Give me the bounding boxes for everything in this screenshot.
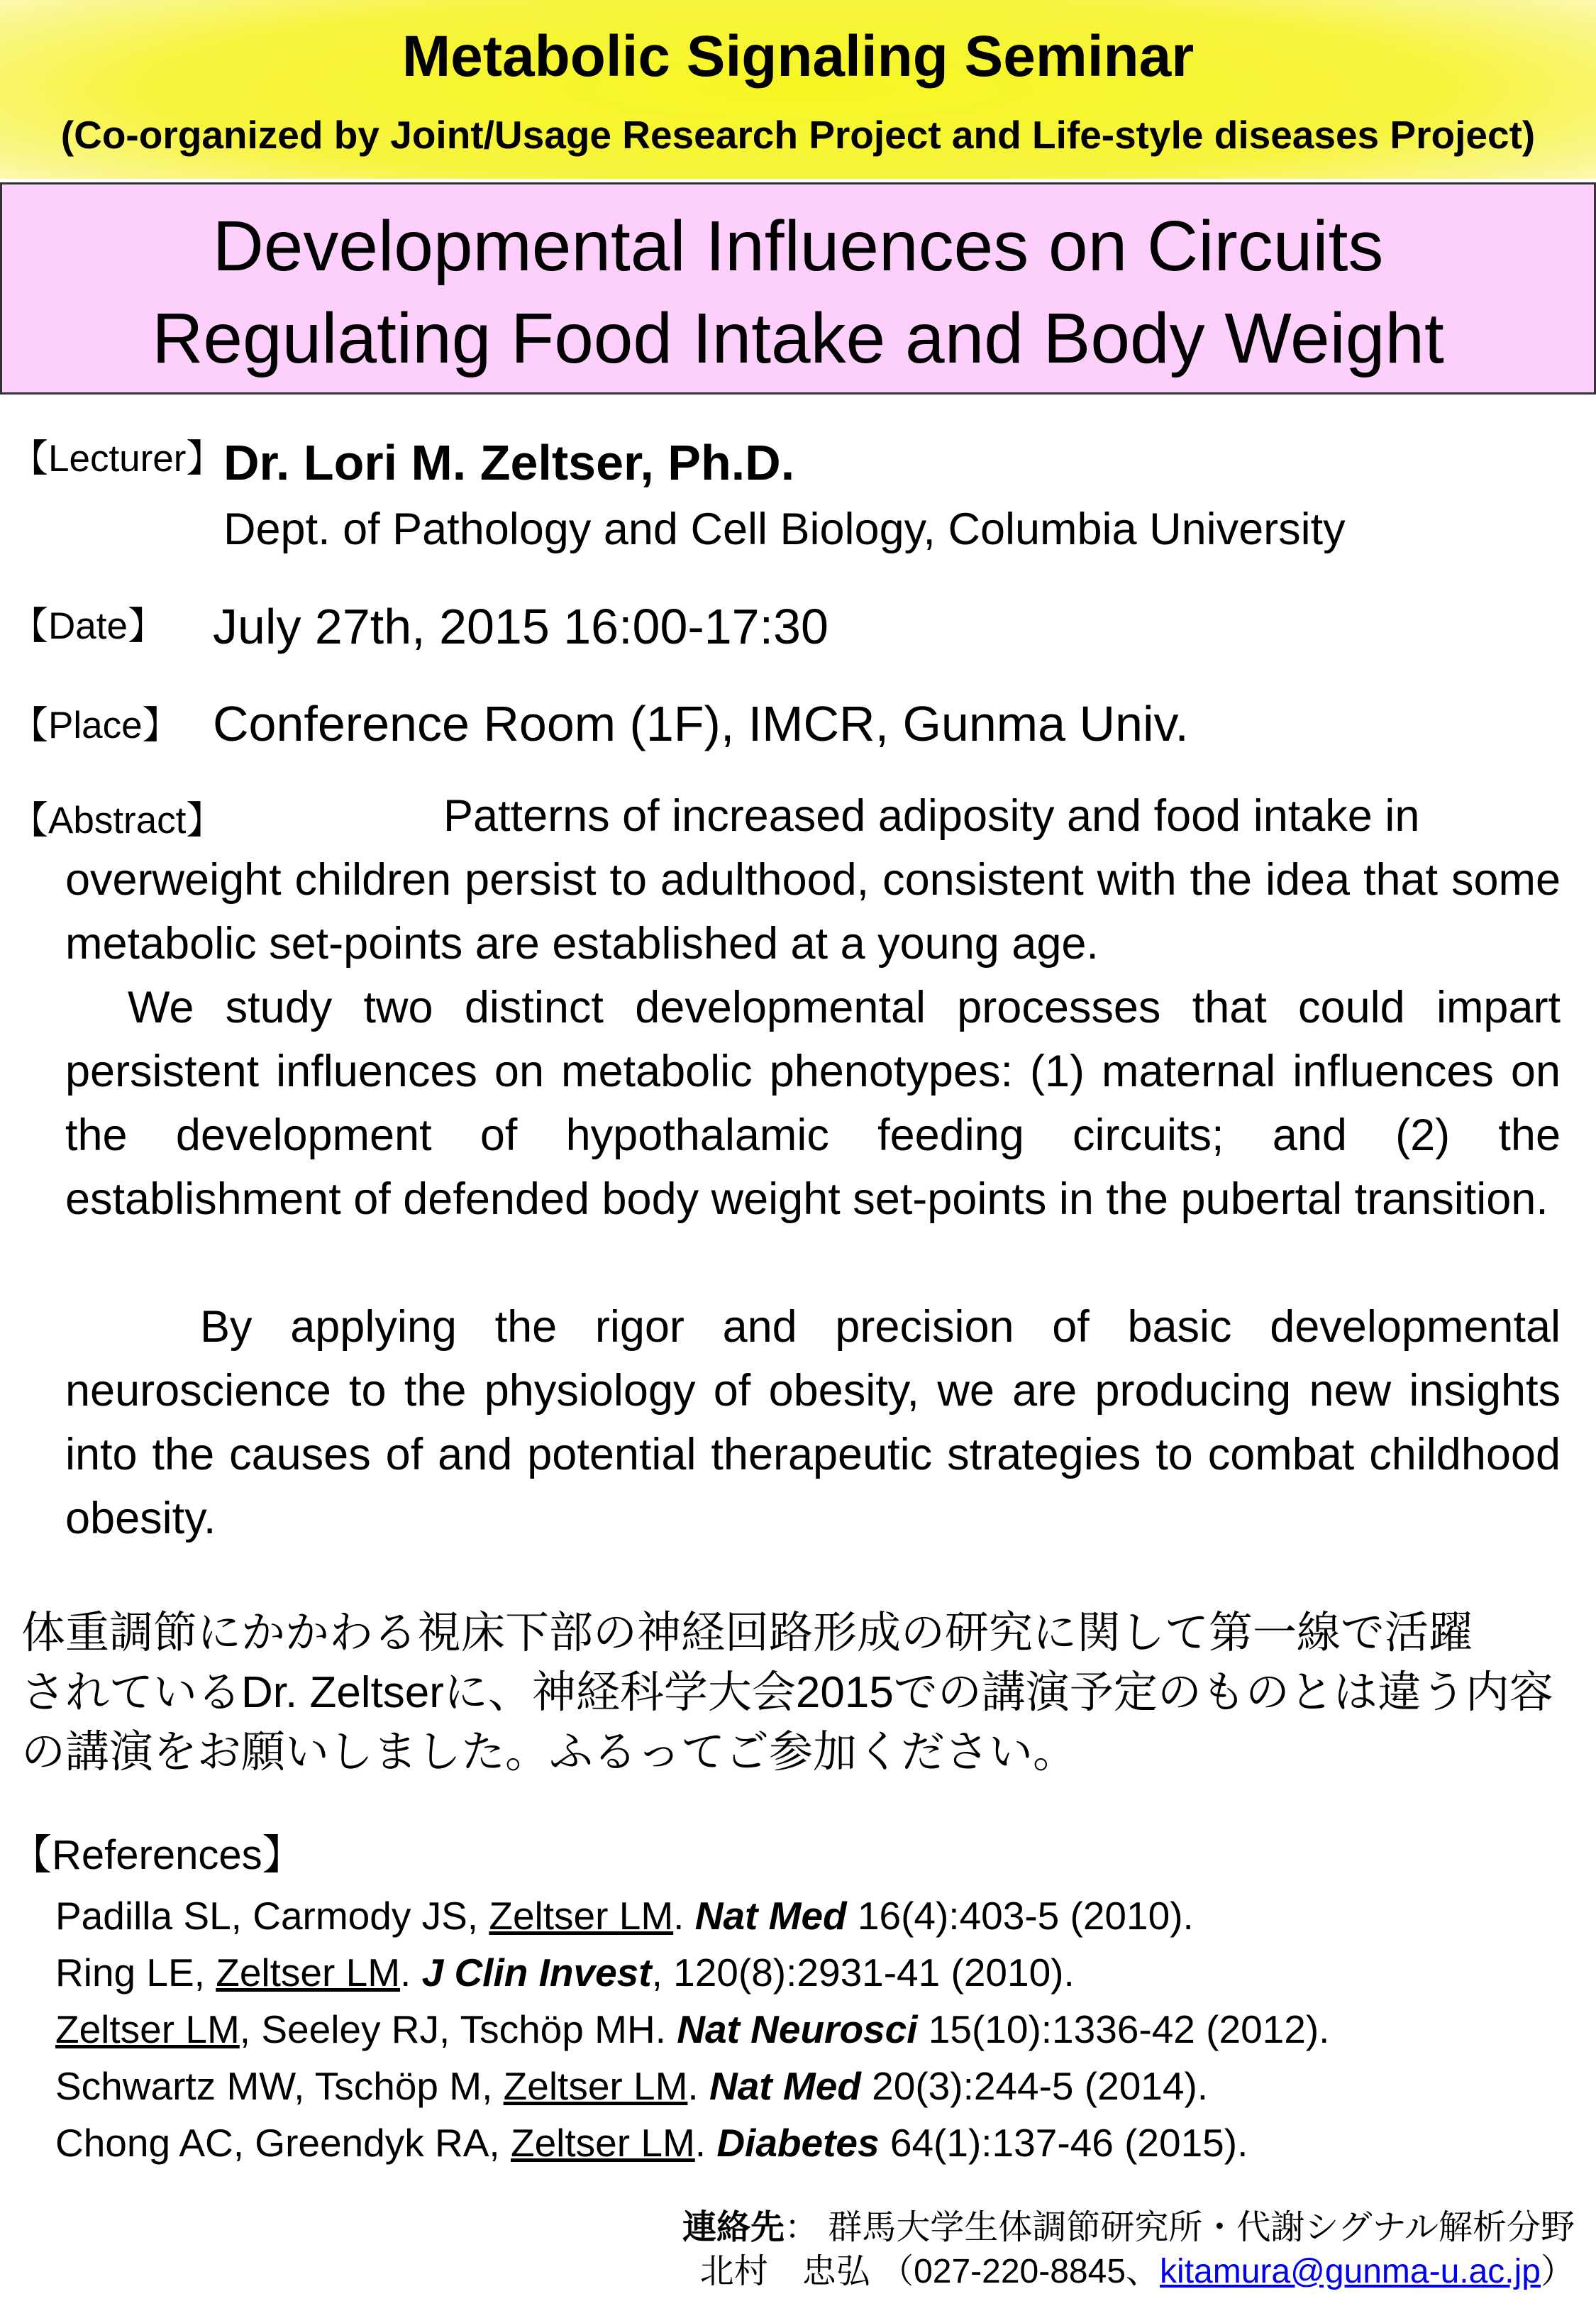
reference-highlight-author: Zeltser LM	[510, 2121, 695, 2165]
lecturer-name: Dr. Lori M. Zeltser, Ph.D.	[223, 435, 795, 490]
place-value: Conference Room (1F), IMCR, Gunma Univ.	[213, 696, 1189, 751]
japanese-note-line-2: されているDr. Zeltserに、神経科学大会2015での講演予定のものとは違う内容	[21, 1668, 1553, 1717]
reference-highlight-author: Zeltser LM	[216, 1951, 401, 1995]
reference-authors-rest: .	[694, 2121, 717, 2165]
reference-item	[55, 1944, 1075, 2001]
reference-citation: , 120(8):2931-41 (2010).	[651, 1951, 1075, 1995]
contact-person: 北村 忠弘	[699, 2253, 870, 2290]
reference-journal: J Clin Invest	[421, 1951, 652, 1995]
reference-citation: 20(3):244-5 (2014).	[860, 2064, 1209, 2108]
contact-line-1	[682, 2207, 1575, 2249]
seminar-title: Metabolic Signaling Seminar	[401, 24, 1195, 89]
reference-citation: 16(4):403-5 (2010).	[846, 1894, 1194, 1938]
talk-title-line-2: Regulating Food Intake and Body Weight	[152, 299, 1444, 378]
abstract-paragraph-3: By applying the rigor and precision of basic developmental neuroscience to the physiology of obesity, we are producing new insights into the causes of and potential therapeutic strategies to combat childhood obesity.	[65, 1302, 1561, 1543]
date-label: 【Date】	[11, 605, 165, 647]
abstract-paragraph-2: We study two distinct developmental processes that could impart persistent influences on metabolic phenotypes: (1) maternal influences on the development of hypothalamic feeding circuits; and (2) the establishment of defended body weight set-points in the pubertal transition.	[65, 983, 1561, 1224]
place-label: 【Place】	[11, 705, 180, 746]
reference-highlight-author: Zeltser LM	[503, 2064, 688, 2108]
contact-phone: （027-220-8845、	[880, 2253, 1160, 2290]
date-value: July 27th, 2015 16:00-17:30	[213, 599, 829, 654]
reference-journal: Diabetes	[716, 2121, 880, 2165]
reference-authors-rest: .	[687, 2064, 709, 2108]
reference-item	[55, 1887, 1194, 1944]
japanese-note-line-3: の講演をお願いしました。ふるってご参加ください。	[21, 1728, 1077, 1777]
abstract-paragraph-1: overweight children persist to adulthood, consistent with the idea that some metabolic set-points are established at a young age.	[65, 855, 1561, 969]
talk-title-line-1: Developmental Influences on Circuits	[212, 206, 1384, 286]
reference-authors-rest: , Seeley RJ, Tschöp MH.	[239, 2007, 677, 2051]
reference-journal: Nat Neurosci	[677, 2007, 918, 2051]
contact-separator: ：	[784, 2209, 819, 2246]
reference-authors: Padilla SL, Carmody JS,	[55, 1894, 489, 1938]
reference-authors-rest: .	[673, 1894, 695, 1938]
reference-item	[55, 2058, 1208, 2114]
contact-organization: 群馬大学生体調節研究所・代謝シグナル解析分野	[828, 2209, 1575, 2246]
contact-label: 連絡先	[682, 2209, 785, 2246]
abstract-label: 【Abstract】	[11, 800, 224, 842]
contact-line-2	[700, 2251, 1575, 2293]
reference-highlight-author: Zeltser LM	[55, 2007, 240, 2051]
reference-highlight-author: Zeltser LM	[489, 1894, 674, 1938]
reference-authors-rest: .	[400, 1951, 422, 1995]
contact-suffix: ）	[1540, 2253, 1575, 2290]
reference-item	[55, 2114, 1248, 2171]
reference-authors: Chong AC, Greendyk RA,	[55, 2121, 511, 2165]
japanese-note-line-1: 体重調節にかかわる視床下部の神経回路形成の研究に関して第一線で活躍	[21, 1609, 1473, 1657]
reference-citation: 64(1):137-46 (2015).	[879, 2121, 1248, 2165]
reference-journal: Nat Med	[694, 1894, 847, 1938]
reference-citation: 15(10):1336-42 (2012).	[917, 2007, 1330, 2051]
seminar-subtitle: (Co-organized by Joint/Usage Research Project and Life-style diseases Project)	[60, 113, 1536, 157]
references-label: 【References】	[11, 1832, 304, 1878]
seminar-header	[0, 0, 1596, 179]
talk-title-box	[0, 182, 1596, 395]
reference-journal: Nat Med	[709, 2064, 861, 2108]
reference-authors: Schwartz MW, Tschöp M,	[55, 2064, 504, 2108]
lecturer-affiliation: Dept. of Pathology and Cell Biology, Columbia University	[223, 504, 1346, 554]
reference-item	[55, 2001, 1329, 2058]
lecturer-label: 【Lecturer】	[11, 438, 224, 480]
abstract-lead: Patterns of increased adiposity and food intake in	[443, 791, 1420, 841]
reference-authors: Ring LE,	[55, 1951, 216, 1995]
contact-email-link[interactable]: kitamura@gunma-u.ac.jp	[1160, 2253, 1541, 2290]
